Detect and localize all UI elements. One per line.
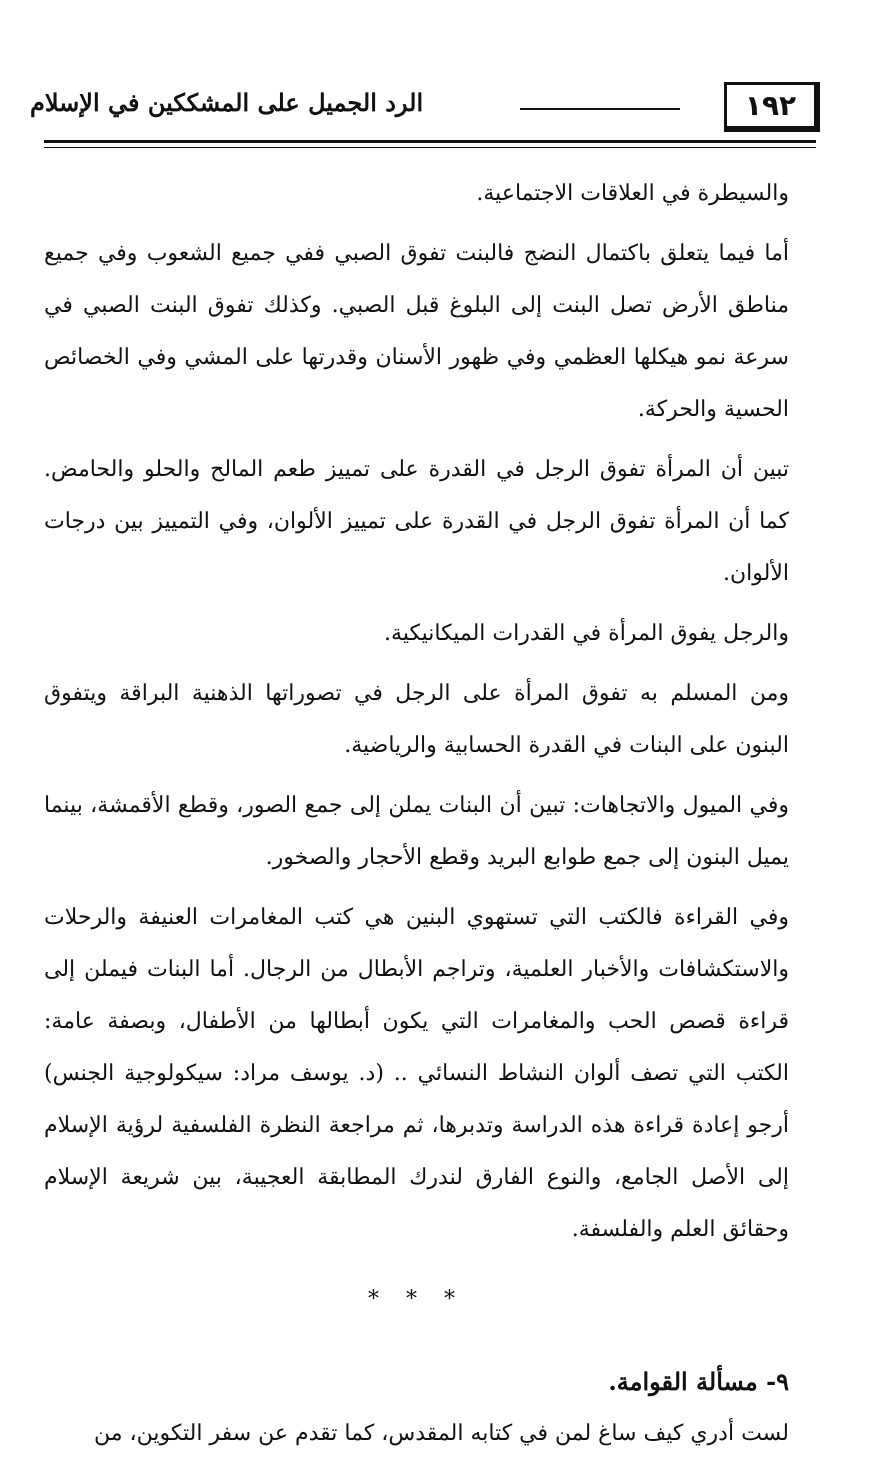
paragraph: والرجل يفوق المرأة في القدرات الميكانيكية. [384,621,789,646]
header-rule-thin [44,147,816,148]
paragraph: لست أدري كيف ساغ لمن في كتابه المقدس، كما تقدم عن سفر التكوين، من [93,1421,789,1446]
header-rule-short [520,108,680,110]
header-rule-thick [44,140,816,143]
page-body [44,168,789,1468]
page-header [30,82,820,138]
section-heading: ٩- مسألة القوامة. [608,1367,789,1396]
paragraph: وفي القراءة فالكتب التي تستهوي البنين هي كتب المغامرات العنيفة والرحلات والاستكشافات والأخبار العلمية، وتراجم الأبطال من الرجال. أما البنات فيملن إلى قراءة قصص الحب والمغامرات التي يكون أبطالها من الأطفال، وبصفة عامة: الكتب التي تصف ألوان النشاط النسائي .. (د. يوسف مراد: سيكولوجية الجنس) أرجو إعادة قراءة هذه الدراسة وتدبرها، ثم مراجعة النظرة الفلسفية لرؤية الإسلام إلى الأصل الجامع، والنوع الفارق لندرك المطابقة العجيبة، بين شريعة الإسلام وحقائق العلم والفلسفة. [44,905,789,1242]
paragraph: والسيطرة في العلاقات الاجتماعية. [476,181,789,206]
paragraph: ومن المسلم به تفوق المرأة على الرجل في تصوراتها الذهنية البراقة ويتفوق البنون على البنات في القدرة الحسابية والرياضية. [44,681,789,758]
paragraph: تبين أن المرأة تفوق الرجل في القدرة على تمييز طعم المالح والحلو والحامض. كما أن المرأة تفوق الرجل في القدرة على تمييز الألوان، وفي التمييز بين درجات الألوان. [44,457,789,586]
running-title: الرد الجميل على المشككين في الإسلام [30,88,424,117]
page-number: ١٩٢ [724,82,820,132]
section-divider: * * * [368,1287,465,1312]
paragraph: وفي الميول والاتجاهات: تبين أن البنات يملن إلى جمع الصور، وقطع الأقمشة، بينما يميل البنون إلى جمع طوابع البريد وقطع الأحجار والصخور. [44,793,789,870]
paragraph: أما فيما يتعلق باكتمال النضج فالبنت تفوق الصبي ففي جميع الشعوب وفي جميع مناطق الأرض تصل البنت إلى البلوغ قبل الصبي. وكذلك تفوق البنت الصبي في سرعة نمو هيكلها العظمي وفي ظهور الأسنان وقدرتها على المشي وفي الخصائص الحسية والحركة. [44,241,789,422]
